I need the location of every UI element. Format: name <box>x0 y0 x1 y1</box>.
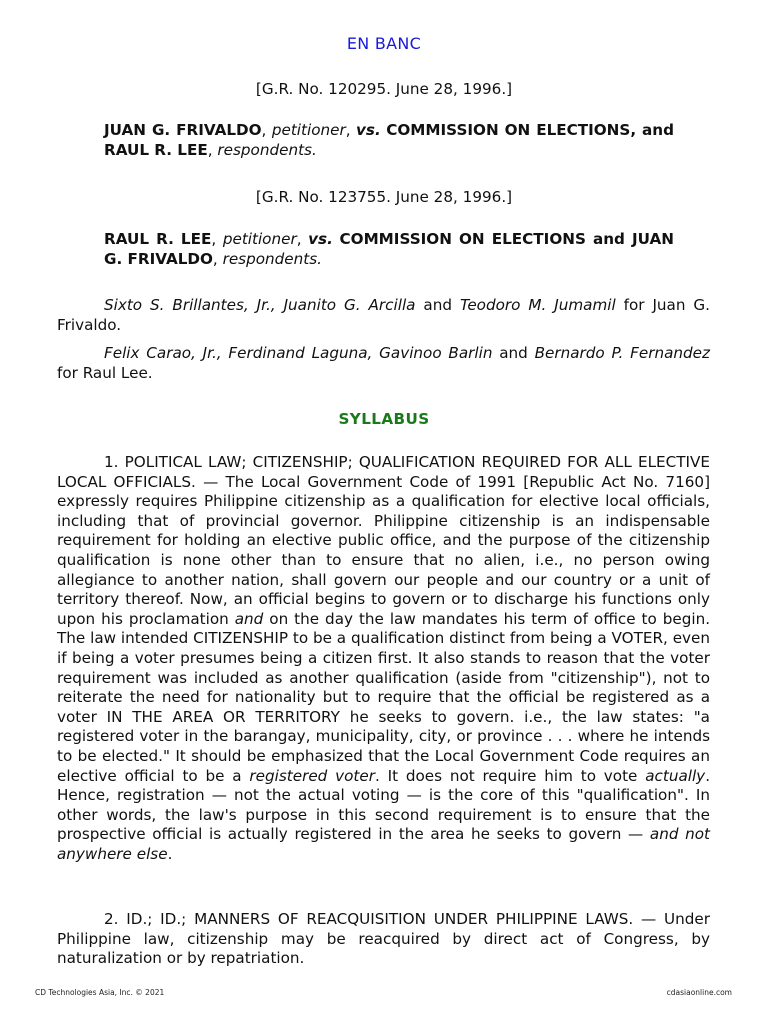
counsel-frivaldo-and: and <box>423 296 452 314</box>
syllabus-paragraph-2: 2. ID.; ID.; MANNERS OF REACQUISITION UNDER PHILIPPINE LAWS. — Under Philippine law, citizenship may be reacquired by direct act of Congress, by naturalization or by repatriation. <box>57 910 710 968</box>
case2-vs: vs. <box>308 230 333 248</box>
syllabus-p1-text-c: . It does not require him to vote <box>374 766 638 785</box>
case2-gr-number: [G.R. No. 123755. June 28, 1996.] <box>255 188 513 206</box>
case2-respondent: COMMISSION ON ELECTIONS and JUAN G. FRIVALDO <box>104 230 674 268</box>
counsel-frivaldo-names-a: Sixto S. Brillantes, Jr., Juanito G. Arcilla <box>104 296 416 314</box>
case1-respondent: COMMISSION ON ELECTIONS, and RAUL R. LEE <box>104 121 674 159</box>
syllabus-p1-registered-voter: registered voter <box>249 766 375 785</box>
case2-petitioner: RAUL R. LEE <box>104 230 212 248</box>
counsel-frivaldo-names-b: Teodoro M. Jumamil <box>459 296 616 314</box>
syllabus-paragraph-1 <box>57 453 710 864</box>
syllabus-p1-text-a: 1. POLITICAL LAW; CITIZENSHIP; QUALIFICATION REQUIRED FOR ALL ELECTIVE LOCAL OFFICIALS. — The Local Government Code of 1991 [Republic Act No. 7160] expressly requires Philippine citizenship as a qualification for elective local officials, including that of provincial governor. Philippine citizenship is an indispensable requirement for holding an elective public office, and the purpose of the citizenship qualification is none other than to ensure that no alien, i.e., no person owing allegiance to another nation, shall govern our people and our country or a unit of territory thereof. Now, an official begins to govern or to discharge his functions only upon his proclamation <box>57 453 710 628</box>
case1-vs: vs. <box>356 121 381 139</box>
case2-respondent-role: respondents <box>222 249 318 268</box>
counsel-lee-names-b: Bernardo P. Fernandez <box>534 344 710 362</box>
syllabus-p1-anywhere: and not anywhere else <box>57 825 711 863</box>
syllabus-p1-text-b: on the day the law mandates his term of office to begin. The law intended CITIZENSHIP to be a qualification distinct from being a VOTER, even if being a voter presumes being a citizen first. It also stands to reason that the voter requirement was included as another qualification (aside from "citizenship"), not to reiterate the need for nationality but to require that the official be registered as a voter IN THE AREA OR TERRITORY he seeks to govern. i.e., the law states: "a registered voter in the barangay, municipality, city, or province . . . where he intends to be elected." It should be emphasized that the Local Government Code requires an elective official to be a <box>57 609 711 785</box>
counsel-lee-for: for Raul Lee. <box>57 363 153 382</box>
syllabus-heading: SYLLABUS <box>338 410 430 428</box>
counsel-lee-names-a: Felix Carao, Jr., Ferdinand Laguna, Gavinoo Barlin <box>104 344 493 362</box>
syllabus-p1-text-d: . Hence, registration — not the actual voting — is the core of this "qualification". In other words, the law's purpose in this second requirement is to ensure that the prospective official is actually registered in the area he seeks to govern — <box>57 766 711 844</box>
footer-site: cdasiaonline.com <box>666 988 732 997</box>
case1-respondent-role: respondents <box>217 140 312 159</box>
syllabus-p1-and: and <box>234 609 264 628</box>
syllabus-p1-end: . <box>167 844 173 863</box>
case1-parties: JUAN G. FRIVALDO, petitioner, vs. COMMISSION ON ELECTIONS, and RAUL R. LEE, respondents. <box>104 121 674 159</box>
division-heading: EN BANC <box>346 34 422 53</box>
counsel-frivaldo-for: for Juan G. Frivaldo. <box>57 296 711 334</box>
counsel-lee <box>57 344 710 383</box>
counsel-lee-and: and <box>499 344 528 362</box>
footer-copyright: CD Technologies Asia, Inc. © 2021 <box>35 988 165 997</box>
case1-gr-number: [G.R. No. 120295. June 28, 1996.] <box>255 80 513 98</box>
counsel-frivaldo <box>57 296 710 335</box>
case1-petitioner: JUAN G. FRIVALDO <box>104 121 262 139</box>
case2-parties: RAUL R. LEE, petitioner, vs. COMMISSION ON ELECTIONS and JUAN G. FRIVALDO, respondents. <box>104 230 674 268</box>
case1-petitioner-role: petitioner <box>271 121 346 139</box>
case2-petitioner-role: petitioner <box>222 230 297 248</box>
syllabus-p1-actually: actually <box>645 766 706 785</box>
